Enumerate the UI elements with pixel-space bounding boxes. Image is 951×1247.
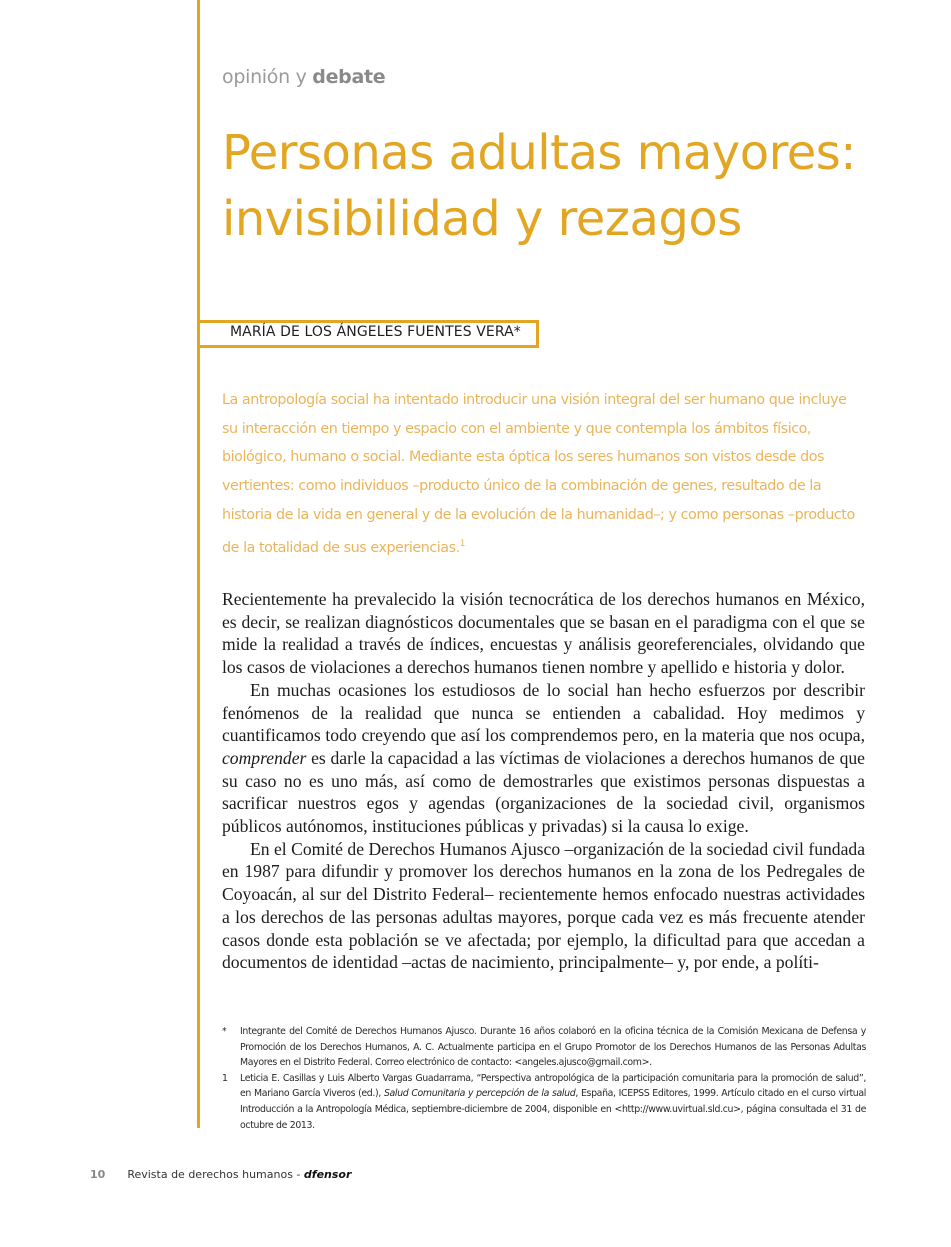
footnote-title: Salud Comunitaria y percepción de la salud bbox=[383, 1088, 576, 1100]
lead-paragraph bbox=[222, 386, 862, 562]
section-label-bold: debate bbox=[312, 66, 386, 88]
body-paragraph-1: Recientemente ha prevalecido la visión tecnocrática de los derechos humanos en México, es decir, se realizan diagnósticos documentales que se basan en el paradigma con el que se mide la realidad a través de índices, encuestas y análisis georeferenciales, olvidando que los casos de violaciones a derechos humanos tienen nombre y apellido e historia y dolor. bbox=[222, 589, 865, 678]
footnote-mark: * bbox=[222, 1026, 227, 1037]
section-label bbox=[222, 66, 385, 88]
body-paragraph-2 bbox=[222, 679, 865, 838]
journal-name: Revista de derechos humanos - bbox=[127, 1168, 304, 1181]
footnote-mark: 1 bbox=[222, 1072, 228, 1084]
lead-text: La antropología social ha intentado introducir una visión integral del ser humano que incluye su interacción en tiempo y espacio con el ambiente y que contempla los ámbitos físico, biológico, humano o social. Mediante esta óptica los seres humanos son vistos desde dos vertientes: como individuos –producto único de la combinación de genes, resultado de la historia de la vida en general y de la evolución de la humanidad–; y como personas –producto de la totalidad de sus experiencias. bbox=[222, 392, 855, 556]
body-paragraph-2-text-b: es darle la capacidad a las víctimas de violaciones a derechos humanos de que su caso no es uno más, así como de demostrarles que existimos personas dispuestas a sacrificar nuestros egos y agendas (organizaciones de la sociedad civil, organismos públicos autónomos, instituciones públicas y privadas) si la causa lo exige. bbox=[222, 747, 865, 837]
body-paragraph-3: En el Comité de Derechos Humanos Ajusco –organización de la sociedad civil fundada en 1987 para difundir y promover los derechos humanos en la zona de los Pedregales de Coyoacán, al sur del Distrito Federal– recientemente hemos enfocado nuestras actividades a los derechos de las personas adultas mayores, porque cada vez es más frecuente atender casos donde esta población se ve afectada; por ejemplo, la dificultad para que accedan a documentos de identidad –actas de nacimiento, principalmente– y, por ende, a políti- bbox=[222, 838, 865, 973]
footnote-text-b: , España, ICEPSS Editores, 1999. Artículo citado en el curso virtual Introducción a la Antropología Médica, septiembre-diciembre de 2004, disponible en <http://www.uvirtual.sld.cu>, página consultada el 31 de octubre de 2013. bbox=[240, 1088, 867, 1131]
article-title: Personas adultas mayores: invisibilidad y rezagos bbox=[222, 125, 856, 247]
lead-footnote-ref[interactable]: 1 bbox=[459, 538, 465, 549]
article-body bbox=[222, 588, 865, 974]
footnote-text-a: Leticia E. Casillas y Luis Alberto Vargas Guadarrama, “Perspectiva antropológica de la participación comunitaria para la promoción de salud”, en Mariano García Viveros (ed.), bbox=[240, 1072, 866, 1100]
journal-brand: dfensor bbox=[303, 1168, 352, 1181]
author-name: MARÍA DE LOS ÁNGELES FUENTES VERA* bbox=[230, 324, 521, 340]
footnote-author bbox=[222, 1024, 866, 1071]
footnotes bbox=[222, 1024, 866, 1133]
footnote-text: Integrante del Comité de Derechos Humanos Ajusco. Durante 16 años colaboró en la oficina técnica de la Comisión Mexicana de Defensa y Promoción de los Derechos Humanos, A. C. Actualmente participa en el Grupo Promotor de los Derechos Humanos de las Personas Adultas Mayores en el Distrito Federal. Correo electrónico de contacto: <angeles.ajusco@gmail.com>. bbox=[240, 1026, 866, 1069]
section-label-light: opinión y bbox=[222, 66, 313, 88]
body-paragraph-2-emphasis: comprender bbox=[222, 747, 307, 768]
footnote-1 bbox=[222, 1071, 866, 1133]
page-footer bbox=[90, 1168, 351, 1181]
body-paragraph-2-text-a: En muchas ocasiones los estudiosos de lo social han hecho esfuerzos por describir fenómenos de la realidad que nunca se entienden a cabalidad. Hoy medimos y cuantificamos todo creyendo que así los comprendemos pero, en la materia que nos ocupa, bbox=[222, 679, 865, 746]
page-number: 10 bbox=[90, 1168, 106, 1181]
author-box bbox=[197, 320, 539, 348]
accent-vertical-rule bbox=[197, 0, 200, 1128]
